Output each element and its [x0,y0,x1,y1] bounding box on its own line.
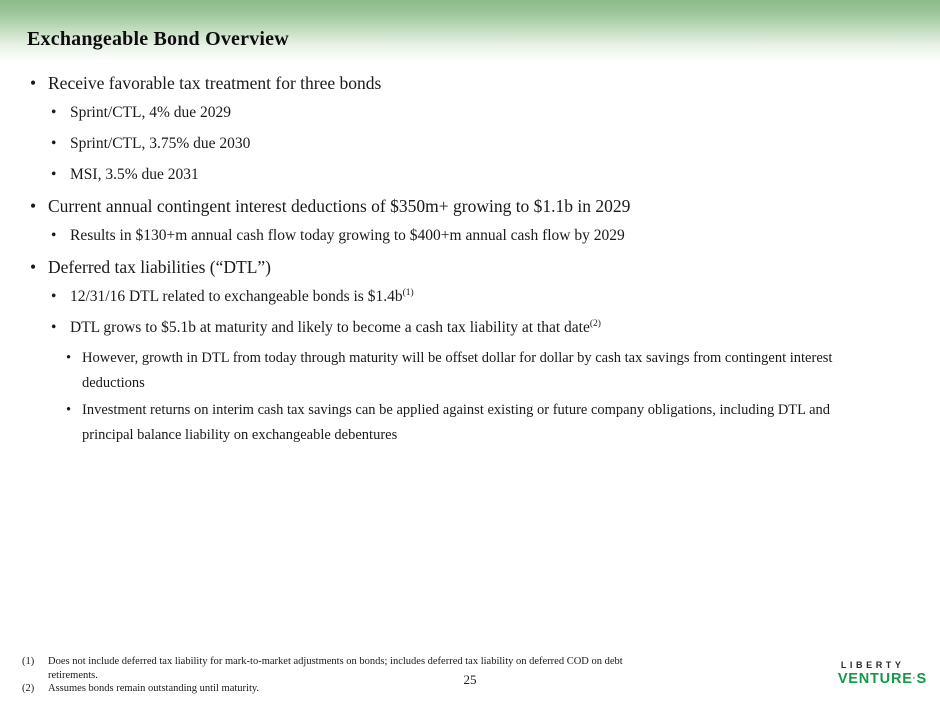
bullet-item [0,223,905,249]
footnote-number: (2) [22,683,35,694]
bullet-text: Current annual contingent interest deductions of $350m+ growing to $1.1b in 2029 [48,196,631,216]
bullet-icon: • [51,319,57,336]
bullet-icon: • [30,196,37,216]
footnote-ref: (1) [402,287,414,298]
bullet-item [0,100,905,126]
bullet-text: Sprint/CTL, 3.75% due 2030 [70,135,251,152]
bullet-item [0,70,905,96]
bullet-text: Deferred tax liabilities (“DTL”) [48,257,272,277]
bullet-text: MSI, 3.5% due 2031 [70,166,199,183]
footnote-text: Assumes bonds remain outstanding until maturity. [48,683,260,694]
bullet-text: DTL grows to $5.1b at maturity and likely to become a cash tax liability at that date [70,319,590,336]
footnote-number: (1) [22,656,35,667]
bullet-item [0,346,882,396]
bullet-icon: • [51,135,57,152]
bullet-text: However, growth in DTL from today through maturity will be offset dollar for dollar by cash tax savings from contingent interest deductions [82,350,833,391]
logo-ventures-part1: VENTURE [837,671,913,687]
footnote-ref: (2) [589,318,601,329]
bullet-text: 12/31/16 DTL related to exchangeable bonds is $1.4b [70,288,403,305]
footnote-text: Does not include deferred tax liability for mark-to-market adjustments on bonds; includes deferred tax liability on deferred COD on debt retirements. [48,656,623,681]
bullet-item [0,284,905,310]
page-title: Exchangeable Bond Overview [27,28,289,50]
logo-ventures-text [838,672,927,687]
bullet-icon: • [51,227,57,244]
logo-liberty-text: LIBERTY [840,660,905,670]
bullet-icon: • [51,288,57,305]
logo-dot-icon: · [912,673,917,683]
bullet-icon: • [66,350,72,366]
bullet-text: Receive favorable tax treatment for three bonds [48,73,382,93]
bullet-icon: • [66,402,72,418]
bullet-item [0,131,905,157]
bullet-text: Investment returns on interim cash tax savings can be applied against existing or future company obligations, including DTL and principal balance liability on exchangeable debentures [82,402,831,443]
bullet-item [0,162,905,188]
bullet-item [0,193,905,219]
bullet-list [0,70,905,450]
bullet-icon: • [51,166,57,183]
bullet-icon: • [30,257,37,277]
bullet-text: Sprint/CTL, 4% due 2029 [70,104,232,121]
bullet-item [0,254,905,280]
bullet-icon: • [51,104,57,121]
liberty-ventures-logo [838,661,927,687]
bullet-icon: • [30,73,37,93]
bullet-item [0,398,882,448]
logo-ventures-part2: S [916,671,927,687]
bullet-text: Results in $130+m annual cash flow today growing to $400+m annual cash flow by 2029 [70,227,625,244]
bullet-item [0,315,905,341]
page-number: 25 [463,672,477,687]
